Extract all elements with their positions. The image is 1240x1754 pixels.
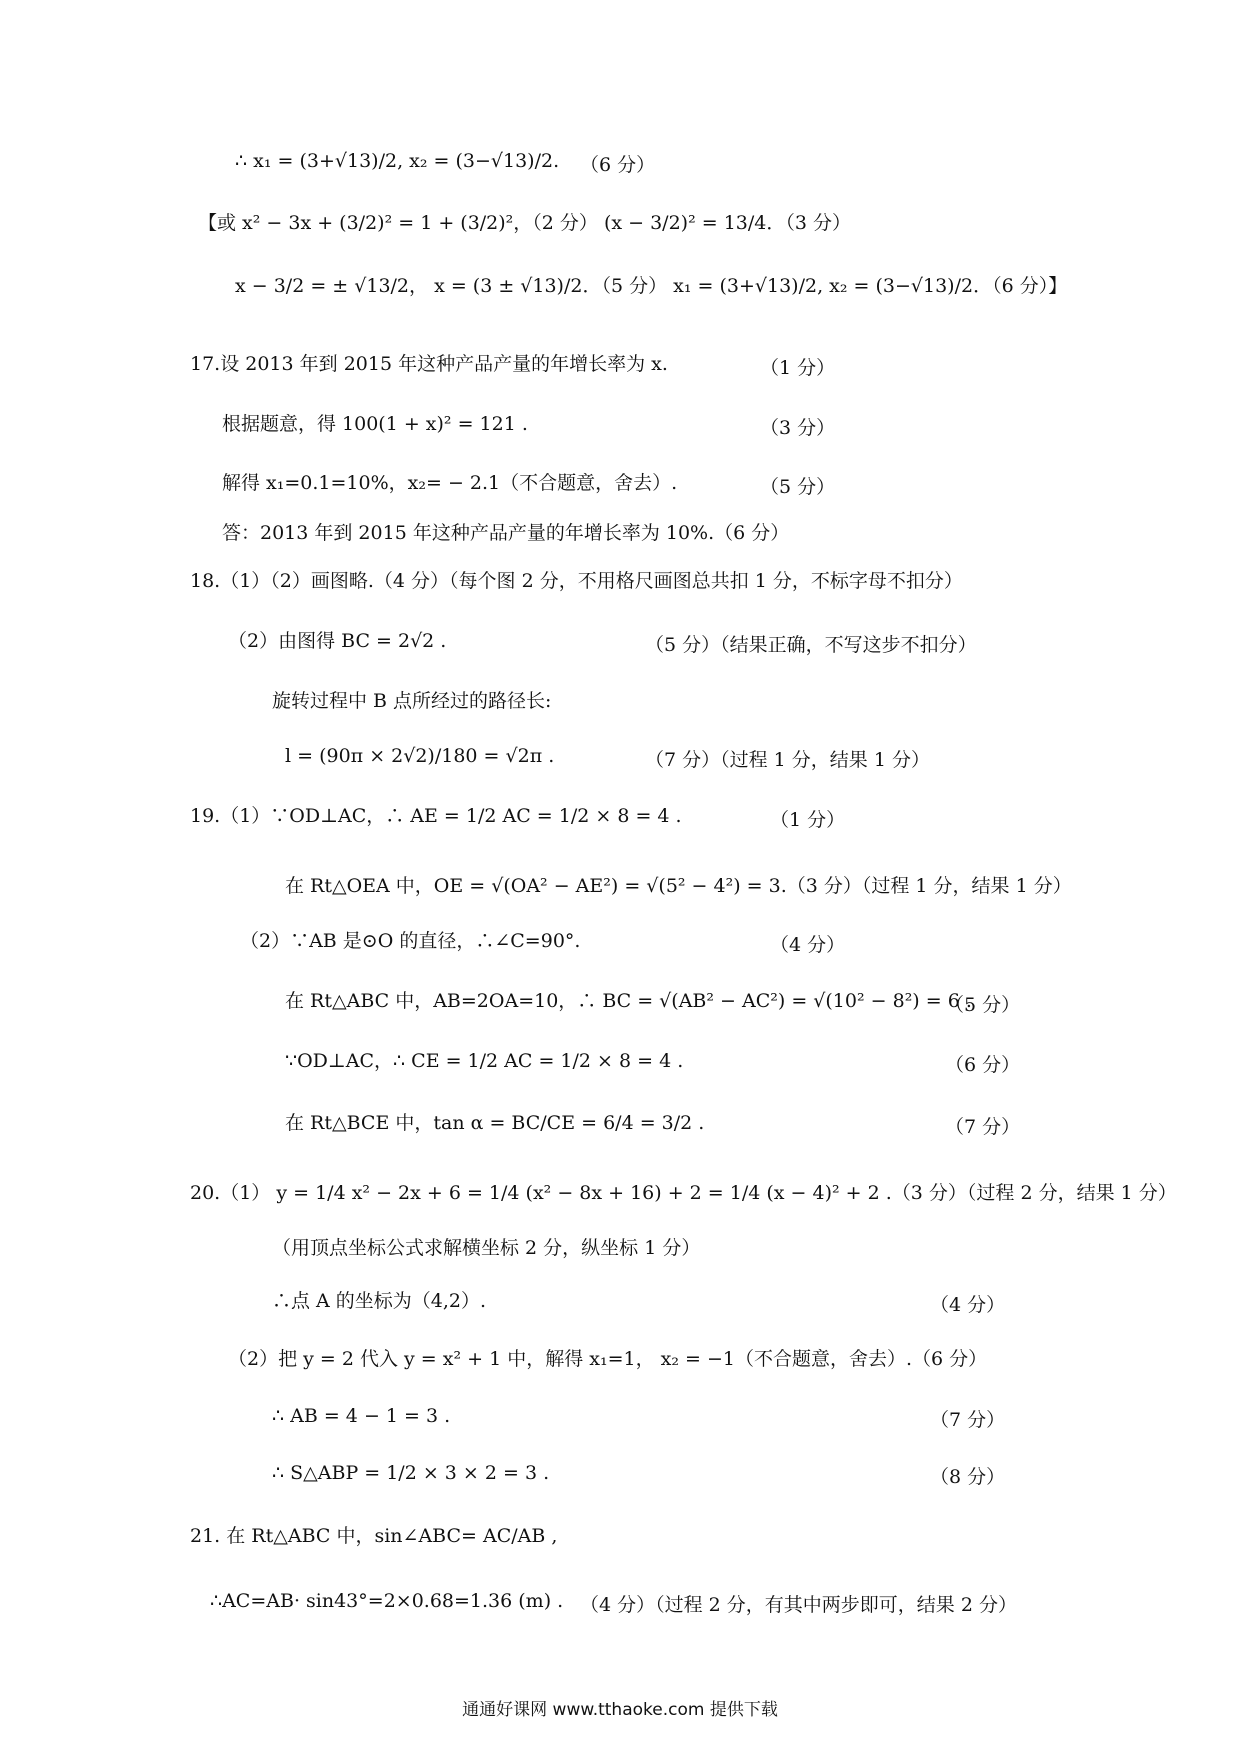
q19-line-3: （2）∵AB 是⊙O 的直径，∴∠C=90°. (240, 930, 581, 952)
q19-line-4-score: （5 分） (945, 994, 1021, 1016)
q20-line-1: 20.（1） y = 1/4 x² − 2x + 6 = 1/4 (x² − 8x + 16) + 2 = 1/4 (x − 4)² + 2 .（3 分）（过程 2 分，结果 1 分） (190, 1182, 1177, 1204)
q20-line-6-score: （8 分） (930, 1466, 1006, 1488)
q19-line-5: ∵OD⊥AC，∴ CE = 1/2 AC = 1/2 × 8 = 4 . (285, 1050, 684, 1072)
q18-line-4: l = (90π × 2√2)/180 = √2π . (285, 745, 555, 767)
q19-line-5-score: （6 分） (945, 1054, 1021, 1076)
q17-line-1: 17.设 2013 年到 2015 年这种产品产量的年增长率为 x. (190, 353, 668, 375)
q18-line-2-score: （5 分）（结果正确，不写这步不扣分） (645, 634, 977, 656)
q19-line-2: 在 Rt△OEA 中，OE = √(OA² − AE²) = √(5² − 4²) = 3.（3 分）（过程 1 分，结果 1 分） (285, 875, 1072, 897)
q16-line-3: x − 3/2 = ± √13/2， x = (3 ± √13)/2．（5 分） x₁ = (3+√13)/2, x₂ = (3−√13)/2．（6 分）】 (235, 275, 1068, 297)
q18-line-2: （2）由图得 BC = 2√2 . (228, 630, 447, 652)
q19-line-6-score: （7 分） (945, 1116, 1021, 1138)
q18-line-4-score: （7 分）（过程 1 分，结果 1 分） (645, 749, 930, 771)
q21-line-2-score: （4 分）（过程 2 分，有其中两步即可，结果 2 分） (580, 1594, 1017, 1616)
q16-line-2: 【或 x² − 3x + (3/2)² = 1 + (3/2)²，（2 分） (x − 3/2)² = 13/4．（3 分） (198, 212, 851, 234)
q17-line-4: 答：2013 年到 2015 年这种产品产量的年增长率为 10%.（6 分） (222, 522, 790, 544)
q20-line-5: ∴ AB = 4 − 1 = 3 . (272, 1405, 451, 1427)
q19-line-1: 19.（1）∵OD⊥AC，∴ AE = 1/2 AC = 1/2 × 8 = 4 . (190, 805, 682, 827)
q19-line-4: 在 Rt△ABC 中，AB=2OA=10，∴ BC = √(AB² − AC²) = √(10² − 8²) = 6 . (285, 990, 972, 1012)
q17-line-3: 解得 x₁=0.1=10%，x₂= − 2.1（不合题意，舍去）. (222, 472, 678, 494)
q17-line-2-score: （3 分） (760, 417, 836, 439)
q18-line-3: 旋转过程中 B 点所经过的路径长: (272, 690, 552, 712)
q17-line-2: 根据题意，得 100(1 + x)² = 121 . (222, 413, 528, 435)
q19-line-1-score: （1 分） (770, 809, 846, 831)
q18-line-1: 18.（1）（2）画图略.（4 分）（每个图 2 分，不用格尺画图总共扣 1 分，不标字母不扣分） (190, 570, 963, 592)
q19-line-3-score: （4 分） (770, 934, 846, 956)
q17-line-1-score: （1 分） (760, 357, 836, 379)
q21-line-2: ∴AC=AB· sin43°=2×0.68=1.36 (m) . (210, 1590, 564, 1612)
q16-line-1-score: （6 分） (580, 154, 656, 176)
q20-line-2: （用顶点坐标公式求解横坐标 2 分，纵坐标 1 分） (272, 1237, 701, 1259)
q20-line-3: ∴点 A 的坐标为（4,2）. (272, 1290, 487, 1312)
q16-line-1: ∴ x₁ = (3+√13)/2, x₂ = (3−√13)/2. (235, 150, 560, 172)
q19-line-6: 在 Rt△BCE 中，tan α = BC/CE = 6/4 = 3/2 . (285, 1112, 705, 1134)
q20-line-6: ∴ S△ABP = 1/2 × 3 × 2 = 3 . (272, 1462, 550, 1484)
q17-line-3-score: （5 分） (760, 476, 836, 498)
page-footer: 通通好课网 www.tthaoke.com 提供下载 (462, 1700, 778, 1720)
q20-line-4: （2）把 y = 2 代入 y = x² + 1 中，解得 x₁=1， x₂ = −1（不合题意，舍去）.（6 分） (228, 1348, 988, 1370)
q21-line-1: 21. 在 Rt△ABC 中，sin∠ABC= AC/AB , (190, 1525, 558, 1547)
q20-line-3-score: （4 分） (930, 1294, 1006, 1316)
q20-line-5-score: （7 分） (930, 1409, 1006, 1431)
